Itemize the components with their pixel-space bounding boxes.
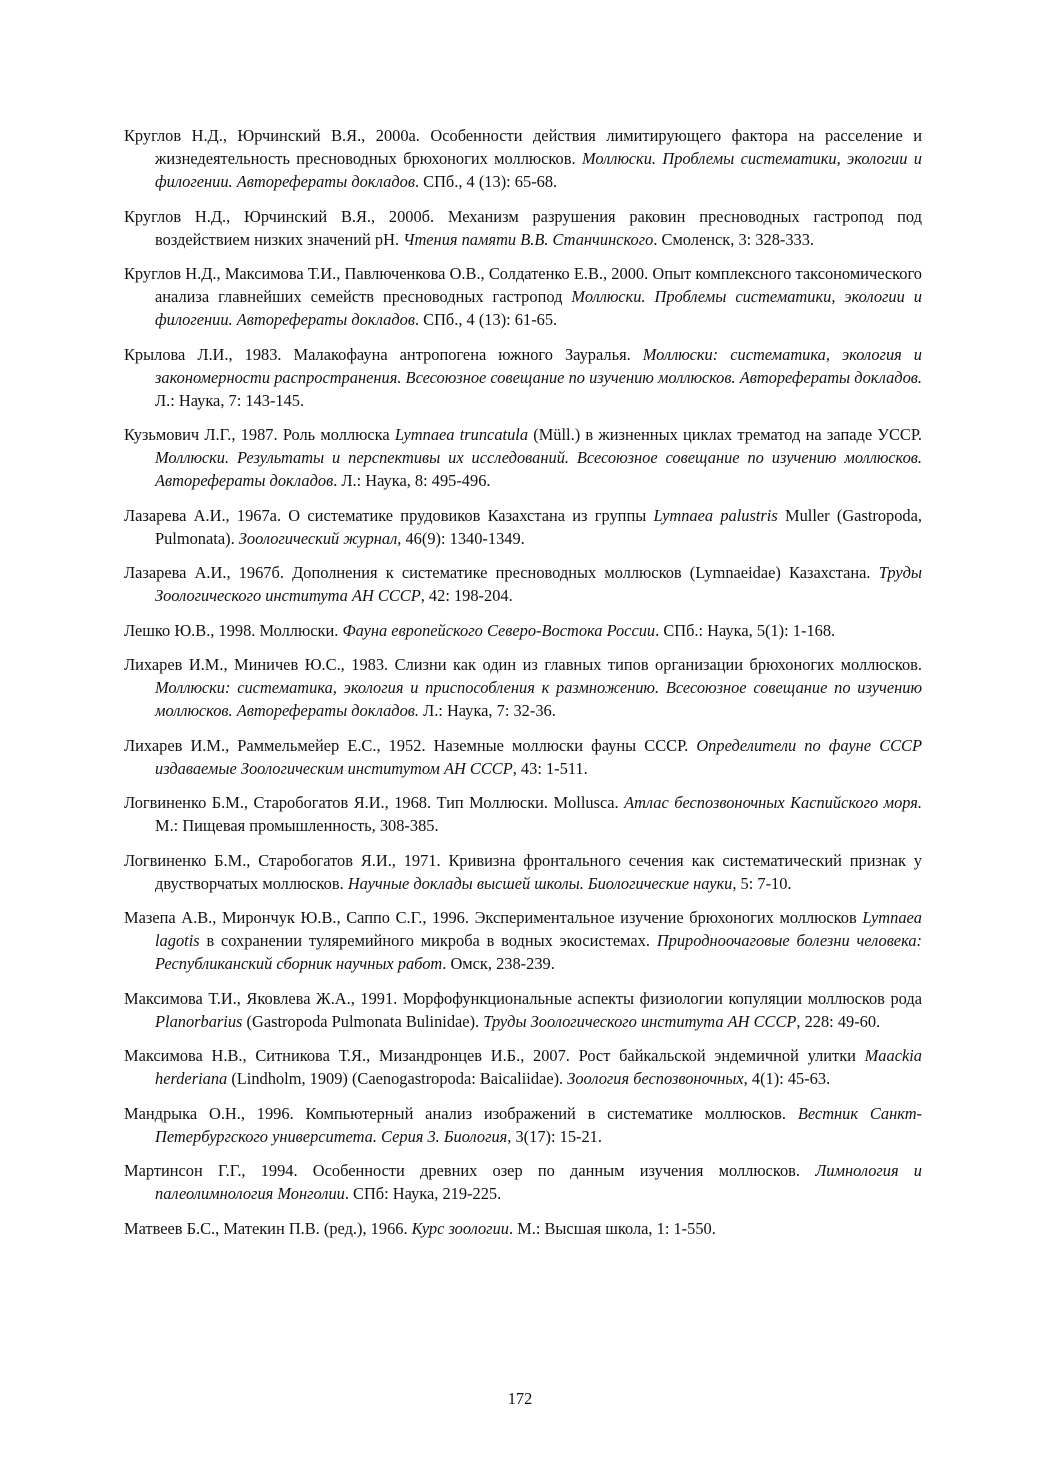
reference-entry: Лазарева А.И., 1967б. Дополнения к систематике пресноводных моллюсков (Lymnaeidae) Казахстана. Труды Зоологического института АН СССР, 42: 198-204. <box>124 563 922 605</box>
reference-entry: Крылова Л.И., 1983. Малакофауна антропогена южного Зауралья. Моллюски: систематика, экология и закономерности распространения. Всесоюзное совещание по изучению моллюсков. Авторефераты докладов. Л.: Наука, 7: 143-145. <box>124 344 922 410</box>
reference-entry: Максимова Н.В., Ситникова Т.Я., Мизандронцев И.Б., 2007. Рост байкальской эндемичной улитки Maackia herderiana (Lindholm, 1909) (Caenogastropoda: Baicaliidae). Зоология беспозвоночных, 4(1): 45-63. <box>124 1046 922 1088</box>
reference-entry: Мазепа А.В., Мирончук Ю.В., Саппо С.Г., 1996. Экспериментальное изучение брюхоногих моллюсков Lymnaea lagotis в сохранении туляремийного микроба в водных экосистемах. Природноочаговые болезни человека: Республиканский сборник научных работ. Омск, 238-239. <box>124 908 922 973</box>
reference-entry: Максимова Т.И., Яковлева Ж.А., 1991. Морфофункциональные аспекты физиологии копуляции моллюсков рода Planorbarius (Gastropoda Pulmonata Bulinidae). Труды Зоологического института АН СССР, 228: 49-60. <box>124 988 922 1031</box>
page-number: 172 <box>507 1389 533 1408</box>
reference-entry: Круглов Н.Д., Юрчинский В.Я., 2000а. Особенности действия лимитирующего фактора на расселение и жизнедеятельность пресноводных брюхоногих моллюсков. Моллюски. Проблемы систематики, экологии и филогении. Авторефераты докладов. СПб., 4 (13): 65-68. <box>124 126 922 191</box>
reference-entry: Мартинсон Г.Г., 1994. Особенности древних озер по данным изучения моллюсков. Лимнология и палеолимнология Монголии. СПб: Наука, 219-225. <box>124 1161 922 1203</box>
reference-entry: Матвеев Б.С., Матекин П.В. (ред.), 1966. Курс зоологии. М.: Высшая школа, 1: 1-550. <box>124 1218 716 1238</box>
reference-list <box>124 124 922 1251</box>
reference-entry: Лихарев И.М., Миничев Ю.С., 1983. Слизни как один из главных типов организации брюхоногих моллюсков. Моллюски: систематика, экология и приспособления к размножению. Всесоюзное совещание по изучению моллюсков. Авторефераты докладов. Л.: Наука, 7: 32-36. <box>124 655 922 720</box>
reference-entry: Кузьмович Л.Г., 1987. Роль моллюска Lymnaea truncatula (Müll.) в жизненных циклах трематод на западе УССР. Моллюски. Результаты и перспективы их исследований. Всесоюзное совещание по изучению моллюсков. Авторефераты докладов. Л.: Наука, 8: 495-496. <box>124 425 922 490</box>
reference-entry: Круглов Н.Д., Максимова Т.И., Павлюченкова О.В., Солдатенко Е.В., 2000. Опыт комплексного таксономического анализа главнейших семейств пресноводных гастропод Моллюски. Проблемы систематики, экологии и филогении. Авторефераты докладов. СПб., 4 (13): 61-65. <box>124 264 922 329</box>
reference-entry: Лазарева А.И., 1967а. О систематике прудовиков Казахстана из группы Lymnaea palustris Muller (Gastropoda, Pulmonata). Зоологический журнал, 46(9): 1340-1349. <box>124 505 922 548</box>
reference-entry: Лешко Ю.В., 1998. Моллюски. Фауна европейского Северо-Востока России. СПб.: Наука, 5(1): 1-168. <box>124 620 836 640</box>
reference-entry: Круглов Н.Д., Юрчинский В.Я., 2000б. Механизм разрушения раковин пресноводных гастропод под воздействием низких значений рН. Чтения памяти В.В. Станчинского. Смоленск, 3: 328-333. <box>124 206 922 249</box>
reference-entry: Логвиненко Б.М., Старобогатов Я.И., 1968. Тип Моллюски. Mollusca. Атлас беспозвоночных Каспийского моря. М.: Пищевая промышленность, 308-385. <box>124 793 922 835</box>
reference-entry: Логвиненко Б.М., Старобогатов Я.И., 1971. Кривизна фронтального сечения как систематический признак у двустворчатых моллюсков. Научные доклады высшей школы. Биологические науки, 5: 7-10. <box>124 850 922 893</box>
reference-entry: Мандрыка О.Н., 1996. Компьютерный анализ изображений в систематике моллюсков. Вестник Санкт-Петербургского университета. Серия 3. Биология, 3(17): 15-21. <box>124 1103 922 1146</box>
reference-entry: Лихарев И.М., Раммельмейер Е.С., 1952. Наземные моллюски фауны СССР. Определители по фауне СССР издаваемые Зоологическим институтом АН СССР, 43: 1-511. <box>124 735 922 778</box>
